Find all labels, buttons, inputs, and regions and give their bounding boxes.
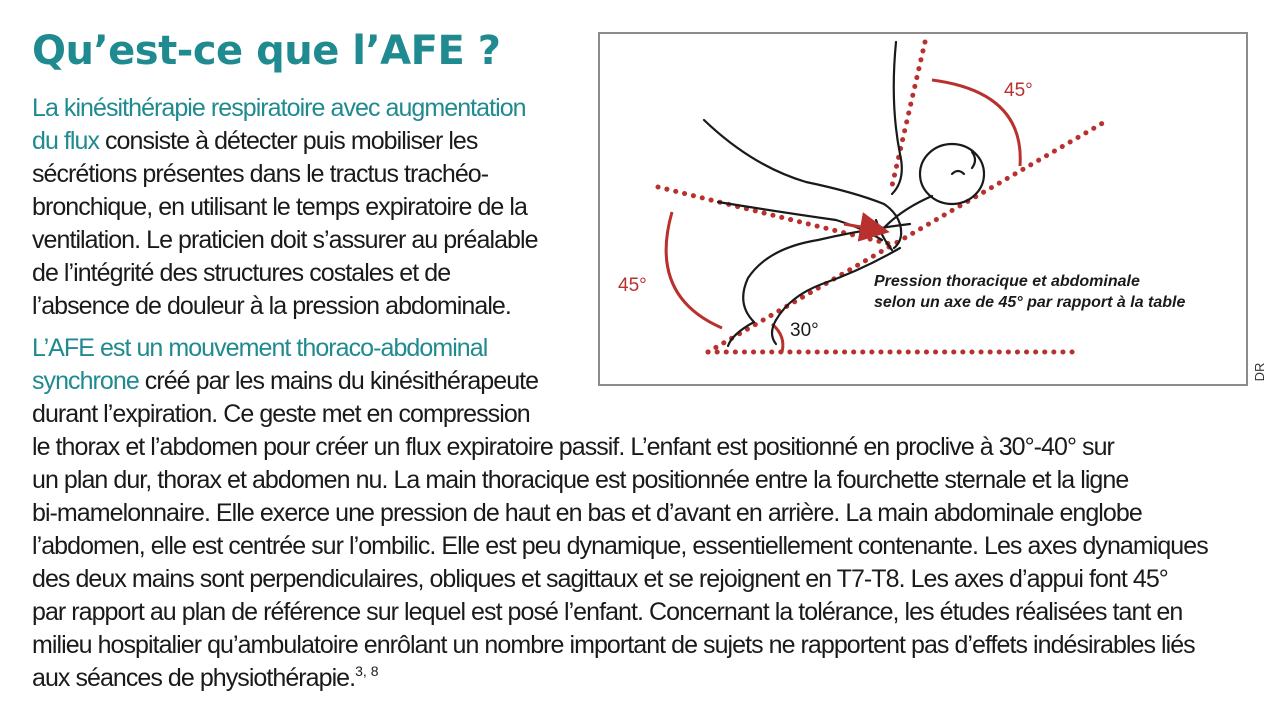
text-line <box>32 530 1208 563</box>
text-span: milieu hospitalier qu’ambulatoire enrôlant un nombre important de sujets ne rapportent pas d’effets indésirables liés <box>32 631 1195 659</box>
baby-illustration <box>728 144 984 346</box>
text-span: ventilation. Le praticien doit s’assurer au préalable <box>32 226 538 254</box>
angle-label-bottom: 30° <box>790 320 819 341</box>
text-span: créé par les mains du kinésithérapeute <box>138 367 539 395</box>
text-line <box>32 224 538 257</box>
text-line <box>32 92 526 125</box>
positioning-diagram <box>600 34 1248 386</box>
text-span: le thorax et l’abdomen pour créer un flux expiratoire passif. L’enfant est positionné en proclive à 30°-40° sur <box>32 433 1114 461</box>
text-line <box>32 158 488 191</box>
text-line <box>32 191 527 224</box>
text-span: un plan dur, thorax et abdomen nu. La main thoracique est positionnée entre la fourchette sternale et la ligne <box>32 466 1129 494</box>
text-line <box>32 662 378 695</box>
text-span: sécrétions présentes dans le tractus trachéo- <box>32 160 489 188</box>
diagram-caption-line1: Pression thoracique et abdominale <box>874 273 1140 290</box>
highlighted-text: La kinésithérapie respiratoire avec augmentation <box>32 94 526 122</box>
text-line <box>32 629 1195 662</box>
text-line <box>32 332 487 365</box>
page-title: Qu’est-ce que l’AFE ? <box>32 28 501 74</box>
highlighted-text: synchrone <box>32 367 139 395</box>
text-span: l’abdomen, elle est centrée sur l’ombilic. Elle est peu dynamique, essentiellement contenante. Les axes dynamiques <box>32 532 1208 560</box>
diagram-caption-line2: selon un axe de 45° par rapport à la table <box>874 294 1186 311</box>
text-span: des deux mains sont perpendiculaires, obliques et sagittaux et se rejoignent en T7-T8. Les axes d’appui font 45° <box>32 565 1168 593</box>
text-line <box>32 125 477 158</box>
text-span: bi-mamelonnaire. Elle exerce une pression de haut en bas et d’avant en arrière. La main abdominale englobe <box>32 499 1142 527</box>
text-line <box>32 497 1142 530</box>
text-line <box>32 563 1168 596</box>
therapist-hands <box>704 42 902 250</box>
photo-credit: DR <box>1252 362 1267 382</box>
text-span: de l’intégrité des structures costales et de <box>32 259 451 287</box>
reference-superscript: 3, 8 <box>355 663 379 679</box>
text-span: consiste à détecter puis mobiliser les <box>99 127 478 155</box>
text-line <box>32 596 1182 629</box>
text-span: durant l’expiration. Ce geste met en compression <box>32 400 530 428</box>
text-span: par rapport au plan de référence sur lequel est posé l’enfant. Concernant la tolérance, les études réalisées tant en <box>32 598 1183 626</box>
diagram-figure <box>598 32 1248 386</box>
text-span: aux séances de physiothérapie. <box>32 664 356 692</box>
angle-label-left: 45° <box>618 275 647 296</box>
highlighted-text: L’AFE est un mouvement thoraco-abdominal <box>32 334 488 362</box>
incline-line <box>708 120 1108 352</box>
text-line <box>32 365 538 398</box>
text-line <box>32 290 511 323</box>
angle-label-top: 45° <box>1004 80 1033 101</box>
text-line <box>32 398 530 431</box>
text-line <box>32 257 450 290</box>
text-span: bronchique, en utilisant le temps expiratoire de la <box>32 193 527 221</box>
highlighted-text: du flux <box>32 127 100 155</box>
angle-arc-left <box>666 212 722 328</box>
pressure-axis-left <box>658 187 890 244</box>
text-span: l’absence de douleur à la pression abdominale. <box>32 292 511 320</box>
text-line <box>32 464 1128 497</box>
text-line <box>32 431 1114 464</box>
pressure-axis-top <box>892 42 925 186</box>
